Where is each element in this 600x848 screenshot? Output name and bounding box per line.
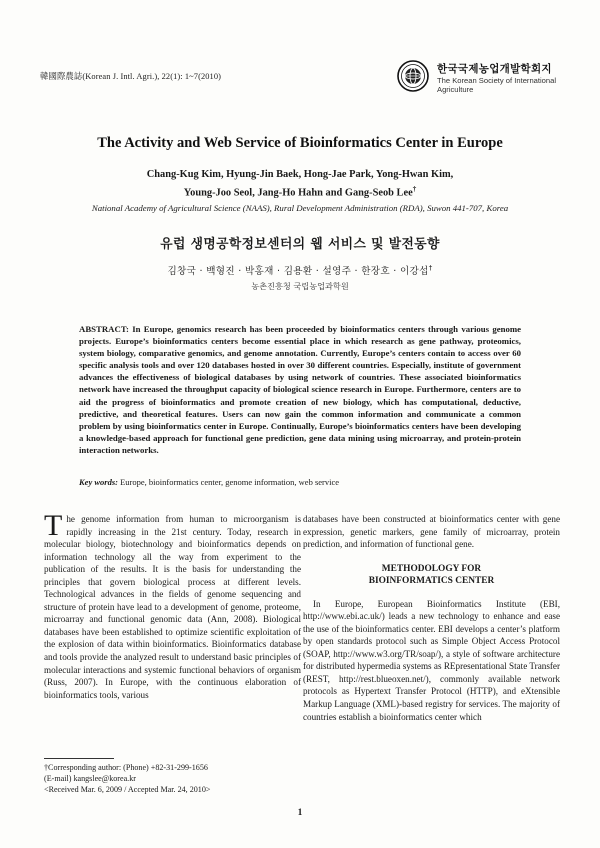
author-list (110, 168, 490, 200)
section-heading-methodology: METHODOLOGY FOR BIOINFORMATICS CENTER (368, 563, 495, 587)
society-seal-icon (397, 60, 429, 92)
affiliation-korean: 농촌진흥청 국립농업과학원 (251, 281, 349, 291)
society-name-english: The Korean Society of International Agriculture (437, 76, 557, 95)
dropcap: T (44, 509, 63, 542)
paper-title-korean: 유럽 생명공학정보센터의 웹 서비스 및 발전동향 (160, 237, 440, 252)
footnotes (44, 762, 301, 795)
page-number: 1 (297, 808, 303, 818)
author-list-korean: 김창국 · 백형진 · 박홍재 · 김용환 · 설영주 · 한장호 · 이강섭† (167, 263, 433, 277)
abstract (79, 323, 521, 456)
footnote-corresponding: †Corresponding author: (Phone) +82-31-299-1656 (44, 763, 208, 772)
keywords-label: Key words: (79, 477, 118, 487)
abstract-text: In Europe, genomics research has been proceeded by bioinformatics centers through various genome projects. Europe’s bioinformatics centers become essential place in which research as gene pathway, proteomics, system biology, comparative genomics, and genome annotation. Currently, Europe’s centers contain to access over 60 specific analysis tools and over 120 databases hosted in over 30 different countries. Especially, institute of government advances the effectiveness of biological databases by using network of countries. These associated bioinformatics network have increased the throughput capacity of biological science research in Europe. Furthermore, centers are to aid the progress of bioinformatics and promote creation of new biology, which has computational, deductive, predictive, and theoretical features. Users can now gain the common information and communicate a common problem by using bioinformatics center in Europe. Continually, Europe’s bioinformatics centers have been developing a knowledge-based approach for functional gene prediction, gene data mining using microarray, and protein-protein interaction networks. (79, 324, 521, 455)
author-line-1: Chang-Kug Kim, Hyung-Jin Baek, Hong-Jae Park, Yong-Hwan Kim, (146, 169, 454, 180)
society-name-korean: 한국국제농업개발학회지 (437, 63, 552, 75)
footnote-email: (E-mail) kangslee@korea.kr (44, 774, 136, 783)
keywords (79, 477, 521, 487)
methodology-paragraph: In Europe, European Bioinformatics Institute (EBI, http://www.ebi.ac.uk/) leads a new technology to enhance and ease the use of the bioinformatics center. EBI develops a center’s platform by open standards protocol such as Simple Object Access Protocol (SOAP, http://www.w3.org/TR/soap/), a style of software architecture for distributed hypermedia systems as REpresentational State Transfer (REST, http://rest.blueoxen.net/), commonly available network protocols as Hypertext Transfer Protocol (HTTP), and eXtensible Markup Language (XML)-based registry for services. The majority of countries establish a bioinformatics center which (303, 598, 560, 722)
corresponding-dagger: † (412, 185, 417, 193)
intro-paragraph: The genome information from human to microorganism is rapidly increasing in the 21st century. Today, research in molecular biology, biotechnology and bioinformatics depends on information technology all the way from experiment to the publication of the results. It is the basis for understanding the principles that govern biological process at different levels. Technological advances in the fields of genome sequencing and structure of protein have lead to a development of genome, proteome, microarray and functional genomic data (Ann, 2008). Biological databases have been established to optimize scientific exploitation of the explosion of data within bioinformatics. Bioinformatics database and tools provide the analyzed result to understand basic principles of molecular interactions and systemic functional behaviors of organism (Russ, 2007). In Europe, with the continuous elaboration of bioinformatics tools, various (44, 509, 301, 700)
author-line-2: Young-Joo Seol, Jang-Ho Hahn and Gang-Seob Lee† (183, 185, 417, 199)
abstract-label: ABSTRACT: (79, 324, 129, 334)
journal-reference: 韓國際農誌(Korean J. Intl. Agri.), 22(1): 1~7(2010) (40, 72, 222, 81)
intro-continuation: databases have been constructed at bioinformatics center with gene expression, genetic markers, gene family of microarray, protein prediction, and information of functional gene. (303, 514, 560, 550)
paper-title: The Activity and Web Service of Bioinformatics Center in Europe (97, 135, 503, 151)
affiliation: National Academy of Agricultural Science (NAAS), Rural Development Administration (RDA), Suwon 441-707, Korea (91, 203, 509, 213)
footnote-rule (44, 758, 114, 759)
body-column-right (303, 513, 560, 723)
footnote-dates: <Received Mar. 6, 2009 / Accepted Mar. 24, 2010> (44, 785, 211, 794)
keywords-text: Europe, bioinformatics center, genome information, web service (117, 477, 340, 487)
body-column-left (44, 509, 301, 701)
society-logo (397, 58, 577, 98)
